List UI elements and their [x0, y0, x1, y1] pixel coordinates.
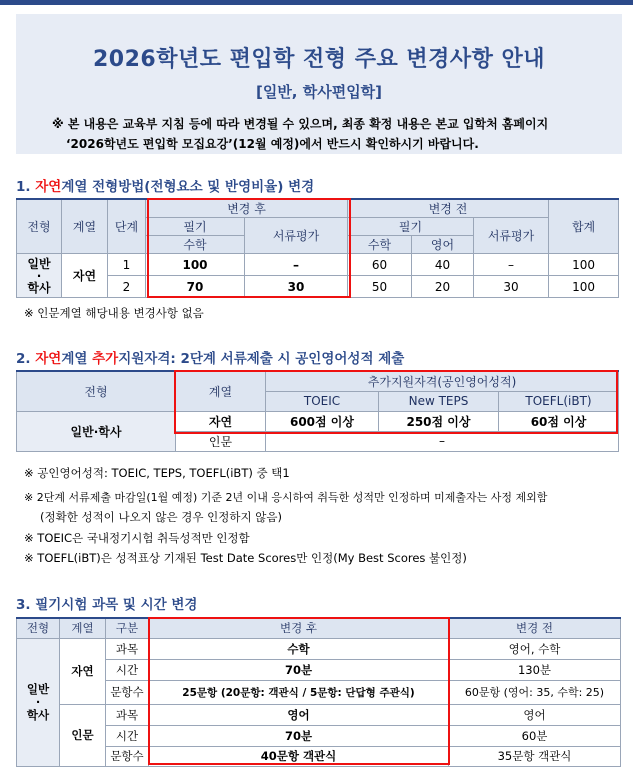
section2-title-mid: 계열 [61, 351, 93, 367]
section2-title-rest: 지원자격: 2단계 서류제출 시 공인영어성적 제출 [118, 351, 405, 367]
s1-before-eng: 20 [412, 276, 474, 298]
table-row [17, 276, 619, 298]
s3-header-after: 변경 후 [149, 618, 449, 638]
s1-total: 100 [549, 254, 619, 276]
s1-track-part: · [36, 268, 42, 283]
s2-toefl: 60점 이상 [499, 411, 619, 431]
s1-header-after-math: 수학 [146, 236, 245, 254]
table-row [17, 411, 619, 431]
s3-before: 60문항 (영어: 35, 수학: 25) [449, 680, 621, 704]
s3-category: 문항수 [106, 746, 149, 766]
section1-title-rest: 계열 전형방법(전형요소 및 반영비율) 변경 [61, 179, 315, 195]
s1-before-math: 60 [348, 254, 412, 276]
notice-line-2: ‘2026학년도 편입학 모집요강’(12월 예정)에서 반드시 확인하시기 바랍니다. [66, 137, 479, 151]
notice-line-1: ※ 본 내용은 교육부 지침 등에 따라 변경될 수 있으며, 최종 확정 내용은 본교 입학처 홈페이지 [52, 117, 549, 131]
page-subtitle: [일반, 학사편입학] [255, 83, 383, 101]
s3-after: 25문항 (20문항: 객관식 / 5문항: 단답형 주관식) [149, 680, 449, 704]
s1-header-before-written: 필기 [348, 218, 474, 236]
s3-before: 130분 [449, 659, 621, 680]
s3-before: 60분 [449, 725, 621, 746]
s3-header-before: 변경 전 [449, 618, 621, 638]
s3-track-cell [17, 638, 60, 766]
s1-header-after: 변경 후 [146, 199, 348, 218]
s2-header-field: 계열 [176, 371, 266, 411]
s3-header-category: 구분 [106, 618, 149, 638]
s2-header-extra: 추가지원자격(공인영어성적) [266, 371, 619, 391]
section2-title-prefix: 2. [16, 351, 36, 367]
s3-category: 시간 [106, 659, 149, 680]
s2-note-4: ※ TOEIC은 국내정기시험 취득성적만 인정함 [24, 531, 250, 545]
s2-note-3: (정확한 성적이 나오지 않은 경우 인정하지 않음) [40, 510, 282, 524]
s3-field-humanities: 인문 [60, 704, 106, 766]
table-row [17, 254, 619, 276]
s1-header-after-document: 서류평가 [245, 218, 348, 254]
s1-total: 100 [549, 276, 619, 298]
section2-title [16, 347, 404, 367]
section1-title [16, 175, 314, 195]
s1-before-doc: – [474, 254, 549, 276]
s2-track-cell: 일반·학사 [17, 411, 176, 451]
s3-track-part: 일반 [26, 681, 50, 696]
s2-note-5: ※ TOEFL(iBT)은 성적표상 기재된 Test Date Scores만 인정(My Best Scores 불인정) [24, 551, 467, 565]
s1-header-field: 계열 [62, 199, 108, 254]
table-row [17, 725, 621, 746]
top-accent-bar [0, 0, 633, 5]
s1-track-cell [17, 254, 62, 298]
s1-stage: 1 [108, 254, 146, 276]
section3-table [16, 617, 621, 767]
s3-after: 70분 [149, 659, 449, 680]
s1-header-before-math: 수학 [348, 236, 412, 254]
s3-field-natural: 자연 [60, 638, 106, 704]
s1-after-math: 100 [146, 254, 245, 276]
s1-before-eng: 40 [412, 254, 474, 276]
s1-header-track: 전형 [17, 199, 62, 254]
s3-after: 영어 [149, 704, 449, 725]
s2-field: 인문 [176, 431, 266, 451]
s3-track-part: · [35, 694, 41, 709]
s3-category: 과목 [106, 638, 149, 659]
table-row [17, 746, 621, 766]
table-row [17, 638, 621, 659]
s3-header-track: 전형 [17, 618, 60, 638]
s1-header-total: 합계 [549, 199, 619, 254]
section1-title-highlight: 자연 [35, 179, 62, 195]
s1-track-part: 일반 [27, 256, 51, 271]
s3-category: 과목 [106, 704, 149, 725]
s2-teps: 250점 이상 [379, 411, 499, 431]
s3-after: 수학 [149, 638, 449, 659]
table-row [17, 704, 621, 725]
s3-before: 영어, 수학 [449, 638, 621, 659]
section1-table [16, 198, 619, 298]
s1-after-math: 70 [146, 276, 245, 298]
s3-category: 시간 [106, 725, 149, 746]
table-row [17, 659, 621, 680]
s1-header-before-english: 영어 [412, 236, 474, 254]
s1-before-doc: 30 [474, 276, 549, 298]
s3-category: 문항수 [106, 680, 149, 704]
notice-text [52, 114, 632, 154]
s3-after: 40문항 객관식 [149, 746, 449, 766]
s3-before: 35문항 객관식 [449, 746, 621, 766]
s3-track-part: 학사 [26, 707, 50, 722]
section2-title-highlight: 자연 [35, 351, 62, 367]
s1-after-doc: – [245, 254, 348, 276]
table-row [17, 680, 621, 704]
s1-header-before-document: 서류평가 [474, 218, 549, 254]
s1-after-doc: 30 [245, 276, 348, 298]
s2-note-2: ※ 2단계 서류제출 마감일(1월 예정) 기준 2년 이내 응시하여 취득한 성적만 인정하며 미제출자는 사정 제외함 [24, 491, 548, 504]
notice-header-box [16, 14, 622, 154]
s1-note: ※ 인문계열 해당내용 변경사항 없음 [24, 306, 204, 320]
s2-field: 자연 [176, 411, 266, 431]
s2-note-1: ※ 공인영어성적: TOEIC, TEPS, TOEFL(iBT) 중 택1 [24, 466, 290, 480]
s1-field-cell: 자연 [62, 254, 108, 298]
section2-table [16, 370, 619, 452]
s1-header-before: 변경 전 [348, 199, 549, 218]
s1-header-after-written: 필기 [146, 218, 245, 236]
s3-before: 영어 [449, 704, 621, 725]
section1-title-prefix: 1. [16, 179, 36, 195]
s1-stage: 2 [108, 276, 146, 298]
s2-header-track: 전형 [17, 371, 176, 411]
s2-none: – [266, 431, 619, 451]
s2-header-toeic: TOEIC [266, 391, 379, 411]
s3-after: 70분 [149, 725, 449, 746]
s1-header-stage: 단계 [108, 199, 146, 254]
s1-before-math: 50 [348, 276, 412, 298]
s1-track-part: 학사 [27, 280, 51, 295]
page-title: 2026학년도 편입학 전형 주요 변경사항 안내 [92, 47, 546, 72]
section2-title-highlight-2: 추가 [92, 351, 119, 367]
section3-title: 3. 필기시험 과목 및 시간 변경 [16, 597, 198, 613]
s2-header-toefl: TOEFL(iBT) [499, 391, 619, 411]
s2-header-teps: New TEPS [379, 391, 499, 411]
s3-header-field: 계열 [60, 618, 106, 638]
s2-toeic: 600점 이상 [266, 411, 379, 431]
